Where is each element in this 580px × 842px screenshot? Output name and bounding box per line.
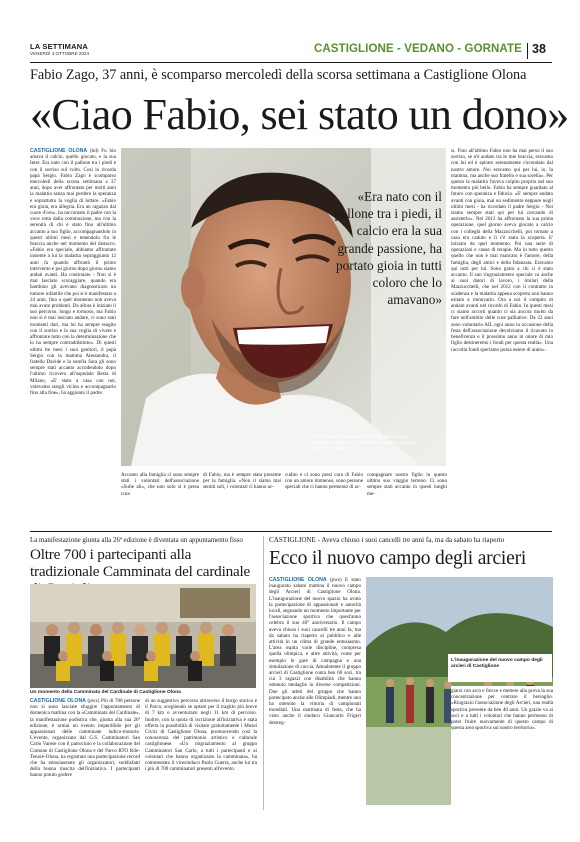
arcieri-byline: (pwz)	[329, 577, 342, 583]
main-article-right-column: si. Fino all'ultimo Fabio non ha mai perso il suo sorriso, se n'è andato tra le mie braccia, eravamo con lui ed è spirato serenamente circondato dal nostro amore. Noi eravamo qui per lui, io, la mamma, ma anche suo fratello e sua sorella». Per questo la malattia l'aveva colpito proprio nel suo momento più bello. Fabio ha sempre guardato al futuro con speranza e fiducia. «E' sempre andato avanti con gioia, mai un sedimento neppure negli ultimi mesi - ha ricordato il padre Sergio - Noi siamo sempre stati qui per lui cercando di assisterlo». Nel 2012 ha affrontato la sua prima operazione, quel giorno aveva giocato a calcio con i colleghi della Mazzucchelli, poi tornato a casa era caduto e lì c'è stata la scoperta. E' iniziato da quel momento. Poi una serie di operazioni e cause di terapie. Ma in tutto questo quello che non è mai mancato è l'amore, della famiglia, degli amici e della fidanzata. Eravamo qui tutti per lui. Sono grato a chi ci è stato accanto. Il suo ringraziamento speciale va anche ai suoi datori di lavoro, i titolari della Mazzucchelli, che nel 2012 con il contratto in scadenza e la malattia appena scoperta non hanno esitato a rinnovarlo. Ora a noi il compito di andare avanti nel ricordo di Fabio. In questi mesi ci siamo accorti quanto ci sia ancora molto da fare nell'ambito delle cure palliative. Da 22 anni sono volontario AIL ogni anno in occasione della festa dell'associazione devolviamo il ricavato in beneficenza e il prossimo anno in onore di mio figlio destineremo i fondi per questa realtà». Una raccolta fondi speriamo possa essere di aiuto».	[451, 148, 553, 353]
main-article-bottom-col-3: cudito e ci sono presi cura di Fabio con un amore immenso, sono persone speciali che ci hanno permesso di ac-	[285, 472, 363, 491]
arcieri-photo-caption: L'inaugurazione del nuovo campo degli arcieri di Castiglione	[451, 658, 543, 669]
arcieri-headline: Ecco il nuovo campo degli arcieri	[269, 548, 527, 569]
page-number: 38	[532, 42, 546, 56]
main-article-bottom-rule	[30, 531, 552, 532]
group-photo-illustration	[30, 584, 256, 688]
main-photo-caption: Fabio Zago, scomparso mercoledì della scorsa settimana a 37 anni, dopo aver combattuto a lungo contro la malattia	[312, 434, 416, 451]
pull-quote: «Era nato con il pallone tra i piedi, il calcio era la sua grande passione, ha portato gioia in tutti coloro che lo amavano»	[334, 189, 442, 308]
camminata-column-1	[30, 698, 140, 810]
camminata-photo-caption: Un momento della Camminata del Cardinale di Castiglione Olona	[30, 690, 181, 695]
main-article-bottom-col-4: compagnare nostro figlio in questo ultimo suo viaggio terreno. Ci sono sempre stati accanto in questi lunghi me-	[367, 472, 447, 497]
arcieri-kicker: CASTIGLIONE - Aveva chiuso i suoi cancelli tre anni fa, ma da sabato ha riaperto	[269, 536, 505, 544]
arcieri-column-1	[269, 577, 361, 809]
camminata-photo	[30, 584, 256, 688]
camminata-kicker: La manifestazione giunta alla 26ª edizione è diventata un appuntamento fisso	[30, 537, 243, 544]
main-byline: (bd)	[89, 148, 99, 154]
issue-date: VENERDÌ 4 OTTOBRE 2024	[30, 51, 90, 56]
main-article-bottom-col-1: Accanto alla famiglia ci sono sempre stati i volontari dell'associazione «Sulle ali», che non solo si è presa cura	[121, 472, 199, 497]
camminata-headline: Oltre 700 i partecipanti alla tradizionale Camminata del cardinale	[30, 546, 251, 580]
camminata-location-tag: CASTIGLIONE OLONA	[30, 698, 86, 704]
section-title: CASTIGLIONE - VEDANO - GORNATE	[314, 43, 522, 55]
main-col1-text: Fu bio amava il calcio, quello giocato, e la sua Inter. Era nato con il pallone tra i piedi e con il sorriso sul volto. Così lo ricorda papà Sergio. Fabio Zago è scomparso mercoledì della scorsa settimana a 37 anni, dopo aver affrontato per molti anni la malattia senza mai perdere la speranza e soprattutto la voglia di lottare. «Fabio era gioia, era allegria. Era un ragazzo dal cuore d'oro», ha raccontato il padre con la voce rotta dalla commozione, ma con la serenità di chi è stato fino all'ultimo accanto a suo figlio, accompagnandolo in questi ultimi mesi e tenendolo fra le braccia anche nel momento del distacco. «Fabio era speciale, abbiamo affrontato insieme a lui la malattia sopraggiunta 12 anni fa quando affrontò il primo intervento e poi giorno dopo giorno siamo andati avanti. Ha continuato - Non si è mai lasciato scoraggiare, quando era bambino gli avevano diagnosticato un tumore infantile che poi si è manifestato a 24 anni, fino a quel momento non aveva mai avuto problemi. Da allora è iniziato il suo percorso, lungo e tortuoso, ma Fabio non si è mai lasciato andare, ci sono stati momenti duri, ma lui ha sempre reagito con il sorriso e la sua voglia di vivere e affrontare tutto con la determinazione che lo ha sempre contraddistinto». Di questi ultimi tre mesi i suoi genitori, il papà Sergio con la mamma Alessandra, il fratello Davide e la sorella Sara gli sono sempre stati accanto accudendolo dopo l'ultimo ricovero all'ospedale Besta di Milano, «E' stato a casa con noi, volevamo stargli vicino e accompagnarlo fino alla fine», ha aggiunto il padre.	[30, 148, 116, 396]
arcieri-column-2: giarsi con arco e frecce e mettere alla prova la sua concentrazione per centrare il bersaglio. «Ringrazio l'associazione degli Arcieri, una realtà sportiva presente da ben 40 anni. Un grazie va ai soci e a tutti i volontari che hanno permesso di poter fruire nuovamente di questo campo di questa area sportiva sul nostro territorio».	[451, 686, 553, 808]
main-location-tag: CASTIGLIONE OLONA	[30, 148, 88, 154]
camminata-column-2: di un suggestivo percorso attraverso il borgo storico e il Parco, scegliendo se optare per il tragitto più breve di 7 km o avventurarsi negli 11 km di percorso. Inoltre, con la quota di iscrizione all'iniziativa è stata offerta la possibilità di visitare gratuitamente i Musei Civici di Castiglione Olona, promuovendo così la conoscenza del patrimonio artistico e culturale castiglionese. «Un ringraziamento al gruppo Camminatori San Carlo, a tutti i partecipanti e ai volontari che hanno organizzato la camminata», ha commentato il vicesindaco Paolo Guerra, anche lui tra i più di 700 camminatori presenti all'evento.	[145, 698, 257, 773]
camminata-col1-text: Più di 700 persone non si sono lasciate sfuggire l'appuntamento di domenica mattina con la «Camminata del Cardinale», la manifestazione podistica che, giunta alla sua 26ª edizione, è ormai un evento imperdibile per gli appassionati delle camminate ludico-motorie. L'evento, organizzato dal G.S. Camminatori San Carlo Varese con il patrocinio e la collaborazione del Comune di Castiglione Olona e del Parco RTO Rile-Tenore-Olona, ha registrato una partecipazione record che ha entusiasmato gli organizzatori, soddisfatti della buona riuscita dell'iniziativa. I partecipanti hanno potuto godere	[30, 698, 140, 779]
arcieri-col1-text: È stato inaugurato sabato mattina il nuovo campo degli Arcieri di Castiglione Olona. L'inaugurazione del nuovo spazio ha avuto la partecipazione di appassionati e autorità locali, segnando un momento importante per l'associazione sportiva che quest'anno celebra il suo 40° anniversario. Il campo aveva chiuso i suoi cancelli tre anni fa, ma da sabato ha riaperto al pubblico e alle attività in un clima di grande entusiasmo. L'area ospita varie discipline, compresa quella olimpica, e altre attività, come per esempio le gare di campagna e una simulazione di caccia. Attualmente il gruppo arcieri di Castiglione conta ben 60 soci, tra cui 3 ragazzi con disabilità che hanno ottenuto medaglie in diverse competizioni. Due gli atleti del gruppo che hanno partecipato anche alle Olimpiadi, mentre uno ha ottenuto la vittoria di campionati mondiali. Una mattinata di festa, che ha visto anche il sindaco Giancarlo Frigeri destreg-	[269, 577, 361, 726]
article-divider	[263, 536, 264, 810]
arcieri-location-tag: CASTIGLIONE OLONA	[269, 577, 327, 583]
masthead-rule	[30, 62, 552, 63]
main-subtitle: Fabio Zago, 37 anni, è scomparso mercoledì della scorsa settimana a Castiglione Olona	[30, 67, 527, 83]
main-headline: «Ciao Fabio, sei stato un dono»	[30, 90, 569, 139]
main-article-column-1	[30, 148, 116, 526]
page-number-divider	[527, 43, 528, 59]
main-article-bottom-col-2: di Fabio, ma è sempre stata presente per la famiglia. «Non ci siamo mai sentiti soli, i volontari ci hanno ac-	[203, 472, 281, 491]
paper-name: LA SETTIMANA	[30, 42, 88, 51]
camminata-byline: (pwz)	[87, 698, 100, 704]
